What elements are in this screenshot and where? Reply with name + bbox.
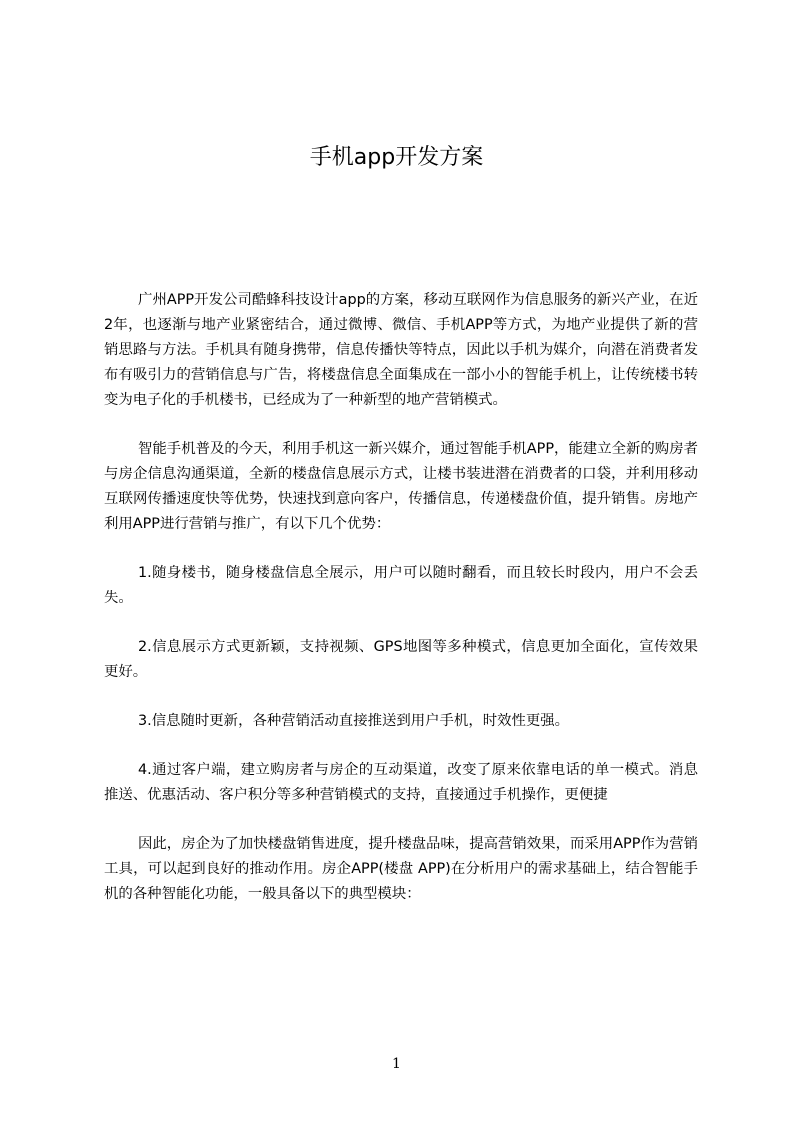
paragraph-smartphone: 智能手机普及的今天，利用手机这一新兴媒介，通过智能手机APP，能建立全新的购房者与房企信息沟通渠道，全新的楼盘信息展示方式，让楼书装进潜在消费者的口袋，并利用移动互联网传播速度快等优势，快速找到意向客户，传播信息，传递楼盘价值，提升销售。房地产利用APP进行营销与推广，有以下几个优势： [104,441,698,532]
paragraph-advantage-3: 3.信息随时更新，各种营销活动直接推送到用户手机，时效性更强。 [138,713,570,729]
document-title: 手机app开发方案 [309,145,484,170]
document-body [104,288,698,907]
page-number: 1 [392,1056,401,1072]
paragraph-advantage-1: 1.随身楼书，随身楼盘信息全展示，用户可以随时翻看，而且较长时段内，用户不会丢失。 [104,565,698,606]
paragraph-intro: 广州APP开发公司酷蜂科技设计app的方案，移动互联网作为信息服务的新兴产业，在近2年，也逐渐与地产业紧密结合，通过微博、微信、手机APP等方式，为地产业提供了新的营销思路与方法。手机具有随身携带，信息传播快等特点，因此以手机为媒介，向潜在消费者发布有吸引力的营销信息与广告，将楼盘信息全面集成在一部小小的智能手机上，让传统楼书转变为电子化的手机楼书，已经成为了一种新型的地产营销模式。 [104,292,698,408]
paragraph-advantage-4: 4.通过客户端，建立购房者与房企的互动渠道，改变了原来依靠电话的单一模式。消息推送、优惠活动、客户积分等多种营销模式的支持，直接通过手机操作，更便捷 [104,762,698,803]
paragraph-advantage-2: 2.信息展示方式更新颖，支持视频、GPS地图等多种模式，信息更加全面化，宣传效果更好。 [104,639,698,680]
paragraph-conclusion: 因此，房企为了加快楼盘销售进度，提升楼盘品味，提高营销效果，而采用APP作为营销工具，可以起到良好的推动作用。房企APP(楼盘 APP)在分析用户的需求基础上，结合智能手机的各种智能化功能，一般具备以下的典型模块： [104,836,698,902]
